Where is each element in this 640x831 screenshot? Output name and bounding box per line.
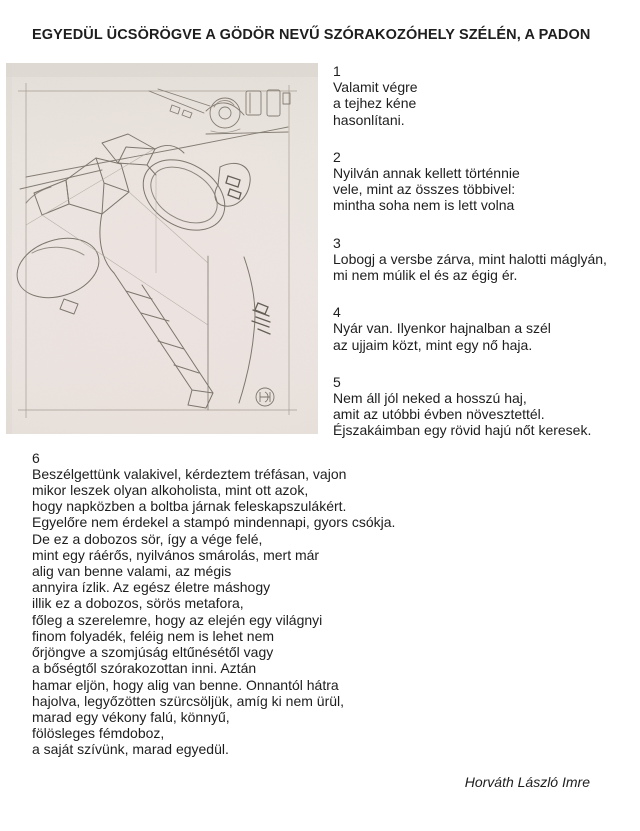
stanza-number: 2	[333, 148, 341, 165]
stanza	[333, 235, 633, 284]
poem-line: alig van benne valami, az mégis	[32, 563, 232, 580]
stanza	[32, 450, 620, 758]
poem-line: főleg a szerelemre, hogy az elején egy világnyi	[32, 611, 323, 628]
poem-line: illik ez a dobozos, sörös metafora,	[32, 595, 244, 612]
poem-line: amit az utóbbi évben növesztettél.	[333, 406, 545, 423]
stanza-number: 1	[333, 63, 341, 79]
stanza-number: 6	[32, 449, 40, 466]
poem-line: hajolva, legyőzötten szürcsöljük, amíg ki nem ürül,	[32, 692, 345, 709]
content-row	[0, 63, 640, 439]
stanza-number: 4	[333, 304, 341, 321]
poem-line: Nyilván annak kellett történnie	[333, 165, 520, 182]
author-name: Horváth László Imre	[464, 773, 590, 790]
stanza	[333, 374, 633, 439]
pencil-sketch-drawing	[6, 63, 318, 434]
poem-line: marad egy vékony falú, könnyű,	[32, 708, 230, 725]
stanza	[333, 149, 633, 214]
poem-line: az ujjaim közt, mint egy nő haja.	[333, 336, 533, 353]
stanza-column-right	[333, 63, 633, 439]
poem-line: finom folyadék, feléig nem is lehet nem	[32, 627, 275, 644]
poem-line: Egyelőre nem érdekel a stampó mindennapi, gyors csókja.	[32, 514, 396, 531]
poem-line: Nyár van. Ilyenkor hajnalban a szél	[333, 320, 551, 337]
poem-line: Éjszakáimban egy rövid hajú nőt keresek.	[333, 422, 592, 439]
poem-line: Nem áll jól neked a hosszú haj,	[333, 390, 527, 407]
stanza	[333, 63, 633, 128]
poem-line: őrjöngve a szomjúság eltűnésétől vagy	[32, 644, 274, 661]
poem-line: hamar eljön, hogy alig van benne. Onnantól hátra	[32, 676, 339, 693]
poem-line: a saját szívünk, marad egyedül.	[32, 741, 229, 758]
poem-line: mintha soha nem is lett volna	[333, 197, 515, 214]
poem-line: mikor leszek olyan alkoholista, mint ott azok,	[32, 482, 309, 499]
poem-line: annyira ízlik. Az egész életre máshogy	[32, 579, 271, 596]
poem-line: Beszélgettünk valakivel, kérdeztem tréfásan, vajon	[32, 465, 347, 482]
poem-line: mi nem múlik el és az égig ér.	[333, 267, 518, 284]
poem-line: hasonlítani.	[333, 111, 405, 128]
page-title: EGYEDÜL ÜCSÖRÖGVE A GÖDÖR NEVŰ SZÓRAKOZÓHELY SZÉLÉN, A PADON	[32, 27, 591, 43]
poem-line: fölösleges fémdoboz,	[32, 725, 165, 742]
stanza-number: 3	[333, 234, 341, 251]
pencil-sketch-artwork	[6, 63, 318, 434]
stanza	[333, 304, 633, 353]
poem-line: hogy napközben a boltba járnak feleskapszulákért.	[32, 498, 347, 515]
poem-line: vele, mint az összes többivel:	[333, 181, 516, 198]
poem-line: Valamit végre	[333, 79, 418, 96]
stanza-number: 5	[333, 373, 341, 390]
poem-line: a tejhez kéne	[333, 95, 417, 112]
poem-line: a bőségtől szórakozottan inni. Aztán	[32, 660, 257, 677]
poem-line: Lobogj a versbe zárva, mint halotti máglyán,	[333, 250, 607, 267]
stanza-six-area	[32, 450, 620, 758]
poem-line: mint egy ráérős, nyilvános smárolás, mert már	[32, 546, 320, 563]
poem-line: De ez a dobozos sör, így a vége felé,	[32, 530, 263, 547]
